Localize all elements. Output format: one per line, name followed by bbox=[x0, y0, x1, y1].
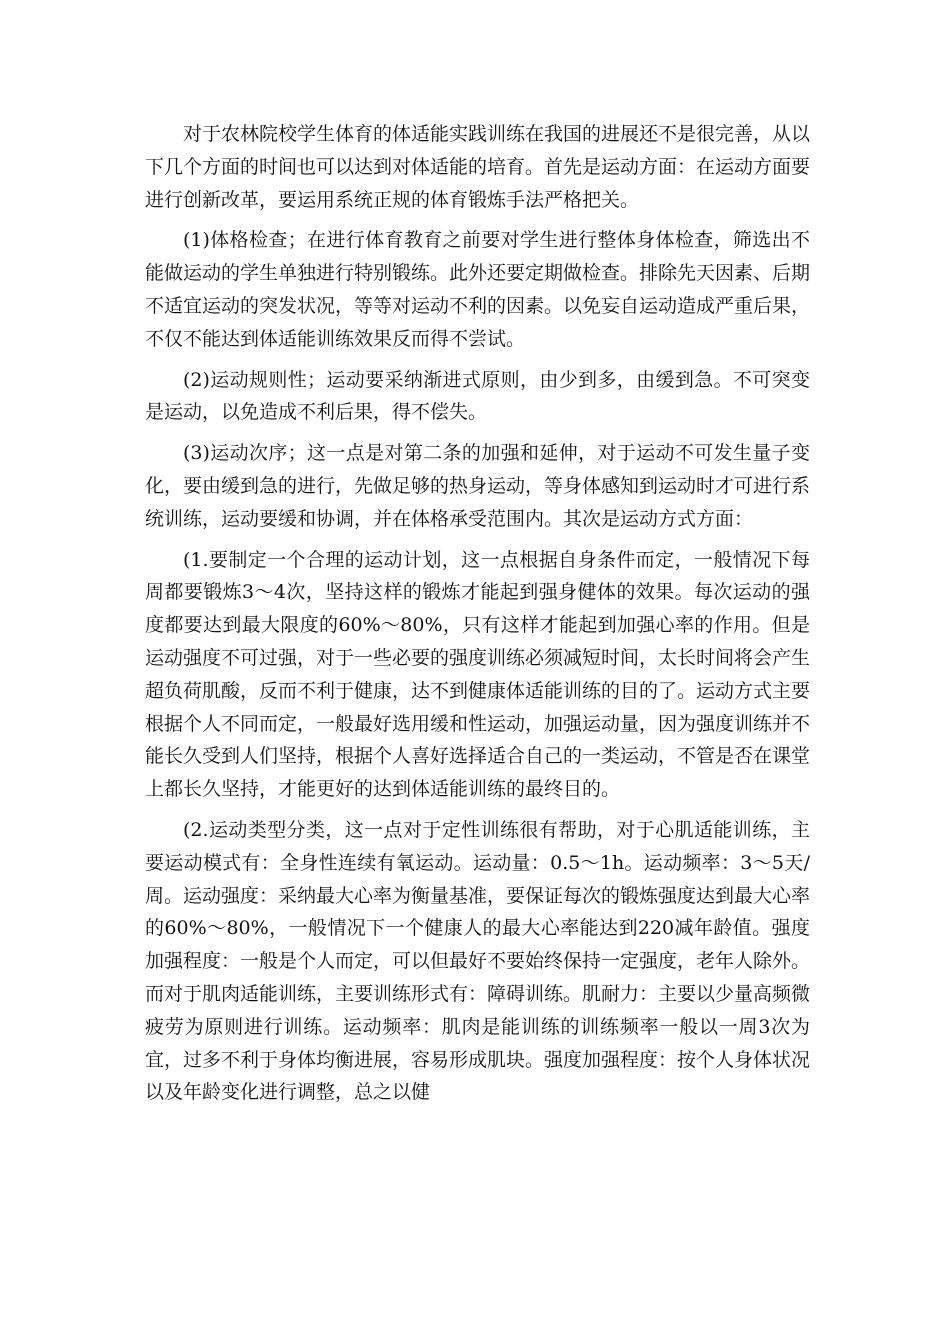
document-page bbox=[145, 118, 810, 1117]
paragraph-exercise-order: (3)运动次序；这一点是对第二条的加强和延伸，对于运动不可发生量子变化，要由缓到急的进行，先做足够的热身运动，等身体感知到运动时才可进行系统训练，运动要缓和协调，并在体格承受范围内。其次是运动方式方面： bbox=[145, 442, 811, 530]
paragraph-intro: 对于农林院校学生体育的体适能实践训练在我国的进展还不是很完善，从以下几个方面的时间也可以达到对体适能的培育。首先是运动方面：在运动方面要进行创新改革，要运用系统正规的体育锻炼手法严格把关。 bbox=[145, 123, 811, 211]
paragraph-exercise-plan: (1.要制定一个合理的运动计划，这一点根据自身条件而定，一般情况下每周都要锻炼3～4次，坚持这样的锻炼才能起到强身健体的效果。每次运动的强度都要达到最大限度的60%～80%，只有这样才能起到加强心率的作用。但是运动强度不可过强，对于一些必要的强度训练必须减短时间，太长时间将会产生超负荷肌酸，反而不利于健康，达不到健康体适能训练的目的了。运动方式主要根据个人不同而定，一般最好选用缓和性运动，加强运动量，因为强度训练并不能长久受到人们坚持，根据个人喜好选择适合自己的一类运动，不管是否在课堂上都长久坚持，才能更好的达到体适能训练的最终目的。 bbox=[145, 548, 811, 801]
paragraph-physical-exam: (1)体格检查；在进行体育教育之前要对学生进行整体身体检查，筛选出不能做运动的学生单独进行特别锻练。此外还要定期做检查。排除先天因素、后期不适宜运动的突发状况，等等对运动不利的因素。以免妄自运动造成严重后果，不仅不能达到体适能训练效果反而得不尝试。 bbox=[145, 229, 811, 350]
paragraph-exercise-regularity: (2)运动规则性；运动要采纳渐进式原则，由少到多，由缓到急。不可突变是运动，以免造成不利后果，得不偿失。 bbox=[145, 368, 810, 424]
paragraph-exercise-types: (2.运动类型分类，这一点对于定性训练很有帮助，对于心肌适能训练，主要运动模式有：全身性连续有氧运动。运动量：0.5～1h。运动频率：3～5天/周。运动强度：采纳最大心率为衡量基准，要保证每次的锻炼强度达到最大心率的60%～80%，一般情况下一个健康人的最大心率能达到220减年龄值。强度加强程度：一般是个人而定，可以但最好不要始终保持一定强度，老年人除外。而对于肌肉适能训练，主要训练形式有：障碍训练。肌耐力：主要以少量高频微疲劳为原则进行训练。运动频率：肌肉是能训练的训练频率一般以一周3次为宜，过多不利于身体均衡进展，容易形成肌块。强度加强程度：按个人身体状况以及年龄变化进行调整，总之以健 bbox=[145, 818, 811, 1104]
